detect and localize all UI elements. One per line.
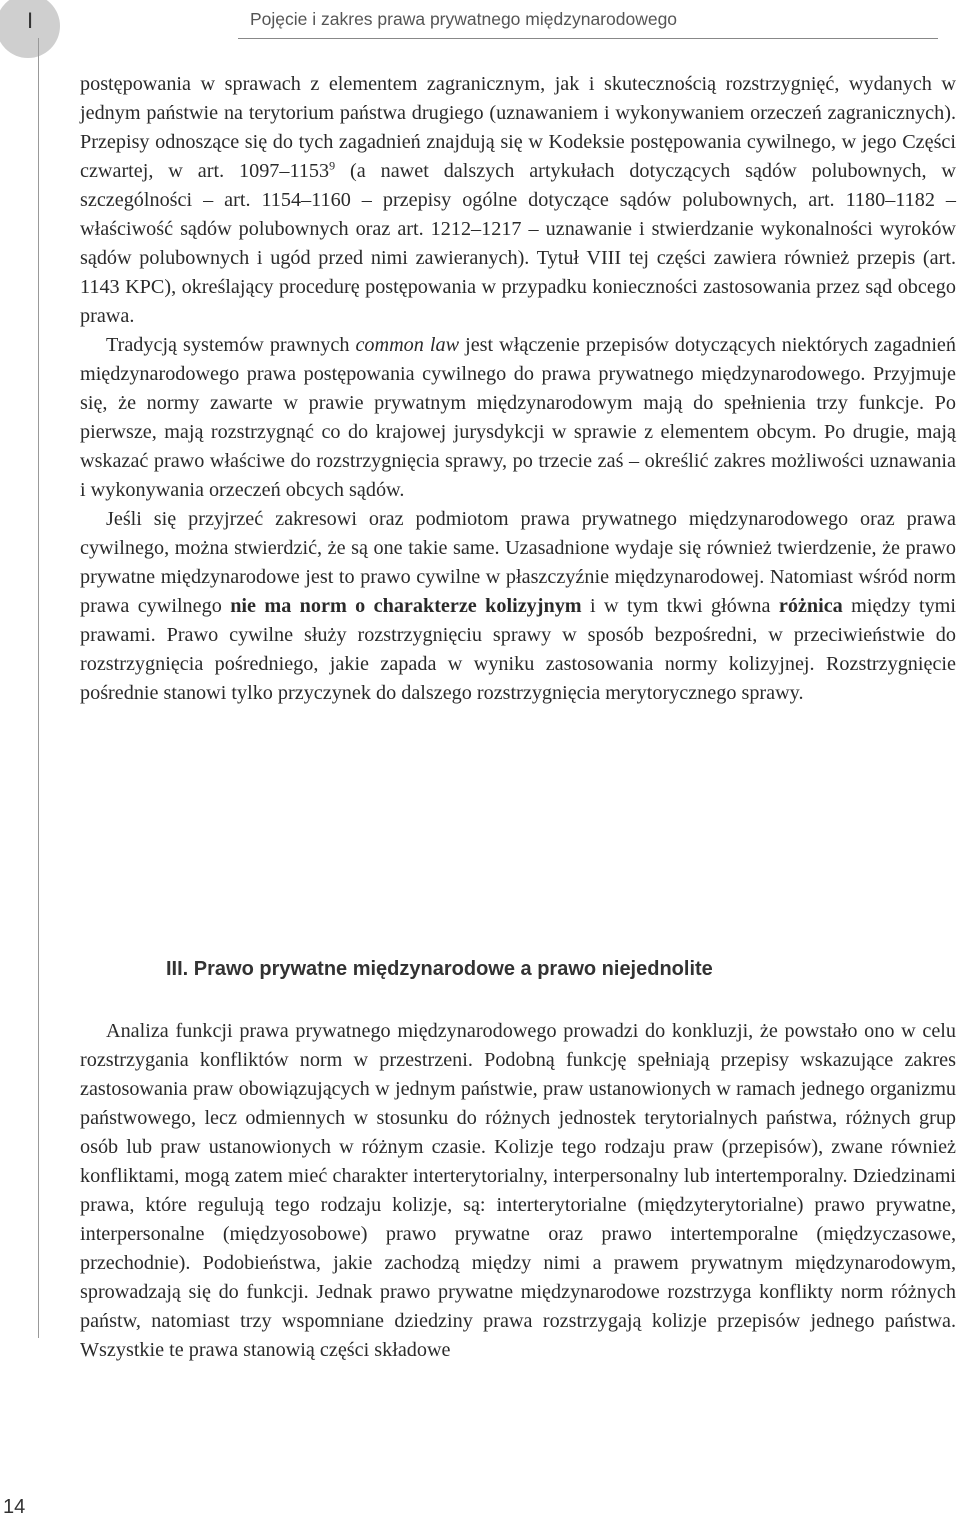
paragraph xyxy=(80,70,956,331)
paragraph-text: jest włączenie przepisów dotyczących niektórych zagadnień międzynarodowego prawa postępowania cywilnego do prawa prywatnego międzynarodowego. Przyjmuje się, że normy zawarte w prawie prywatnym międzynarodowym mają do spełnienia trzy funkcje. Po pierwsze, mają rozstrzygnąć co do krajowej jurysdykcji w sprawie z elementem obcym. Po drugie, mają wskazać prawo właściwe do rozstrzygnięcia sprawy, po trzecie zaś – określić zakres możliwości uznawania i wykonywania orzeczeń obcych sądów. xyxy=(80,334,956,501)
emphasis-term: common law xyxy=(355,334,460,356)
footnote-marker[interactable]: 9 xyxy=(329,158,336,173)
paragraph xyxy=(80,331,956,505)
header-rule xyxy=(238,38,938,39)
section-body xyxy=(80,1017,956,1365)
paragraph-text: (a nawet dalszych artykułach dotyczących sądów polubownych, w szczególności – art. 1154–1160 – przepisy ogólne dotyczące sądów polubownych, art. 1180–1182 – właściwość sądów polubownych oraz art. 1212–1217 – uznawanie i stwierdzanie wykonalności wyroków sądów polubownych i ugód przed nimi zawieranych). Tytuł VIII tej części zawiera również przepis (art. 1143 KPC), określający procedurę postępowania w przypadku konieczności zastosowania przez sąd obcego prawa. xyxy=(80,160,956,327)
section-body-continued xyxy=(80,70,956,708)
paragraph xyxy=(80,505,956,708)
bold-term: różnica xyxy=(778,595,843,617)
paragraph-text: i w tym tkwi główna xyxy=(581,595,779,617)
paragraph-text: Jeśli się przyjrzeć zakresowi oraz podmiotom prawa prywatnego międzynarodowego oraz prawa cywilnego, można stwierdzić, że są one takie same. Uzasadnione wydaje się również twierdzenie, że prawo prywatne międzynarodowe jest to prawo cywilne w płaszczyźnie międzynarodowej. Natomiast wśród norm prawa cywilnego xyxy=(80,508,956,617)
running-header-title: Pojęcie i zakres prawa prywatnego międzynarodowego xyxy=(250,9,678,29)
paragraph-text: Tradycją systemów prawnych xyxy=(106,334,356,356)
paragraph-text: między tymi prawami. Prawo cywilne służy rozstrzygnięciu sprawy w sposób bezpośredni, w przeciwieństwie do rozstrzygnięcia pośredniego, jakie zapada w wyniku zastosowania normy kolizyjnej. Rozstrzygnięcie pośrednie stanowi tylko przyczynek do dalszego rozstrzygnięcia merytorycznego sprawy. xyxy=(80,595,956,704)
page-number: 14 xyxy=(3,1496,26,1518)
bold-term: nie ma norm o charakterze kolizyjnym xyxy=(230,595,582,617)
margin-rule xyxy=(38,38,39,1338)
paragraph: Analiza funkcji prawa prywatnego międzynarodowego prowadzi do konkluzji, że powstało ono w celu rozstrzygania konfliktów norm w przestrzeni. Podobną funkcję spełniają przepisy wskazujące zakres zastosowania praw obowiązujących w jednym państwie, praw ustanowionych w ramach jednego organizmu państwowego, lecz odmiennych w stosunku do różnych jednostek terytorialnych państwa, różnych grup osób lub praw ustanowionych w różnym czasie. Kolizje tego rodzaju praw (przepisów), zwane również konfliktami, mogą zatem mieć charakter interterytorialny, interpersonalny lub intertemporalny. Dziedzinami prawa, które regulują tego rodzaju kolizje, są: interterytorialne (międzyterytorialne) prawo prywatne, interpersonalne (międzyosobowe) prawo prywatne oraz prawo intertemporalne (międzyczasowe, przechodnie). Podobieństwa, jakie zachodzą między nimi a prawem prywatnym międzynarodowym, sprowadzają się do funkcji. Jednak prawo prywatne międzynarodowe rozstrzyga konflikty norm różnych państw, natomiast trzy wspomniane dziedziny prawa rozstrzygają kolizje przepisów jednego państwa. Wszystkie te prawa stanowią części składowe xyxy=(80,1020,956,1361)
chapter-number: I xyxy=(26,8,34,33)
section-heading: III. Prawo prywatne międzynarodowe a prawo niejednolite xyxy=(166,958,713,980)
paragraph-text: postępowania w sprawach z elementem zagranicznym, jak i skutecznością rozstrzygnięć, wydanych w jednym państwie na terytorium państwa drugiego (uznawaniem i wykonywaniem orzeczeń zagranicznych). Przepisy odnoszące się do tych zagadnień znajdują się w Kodeksie postępowania cywilnego, w jego Części czwartej, w art. 1097–1153 xyxy=(80,73,956,182)
